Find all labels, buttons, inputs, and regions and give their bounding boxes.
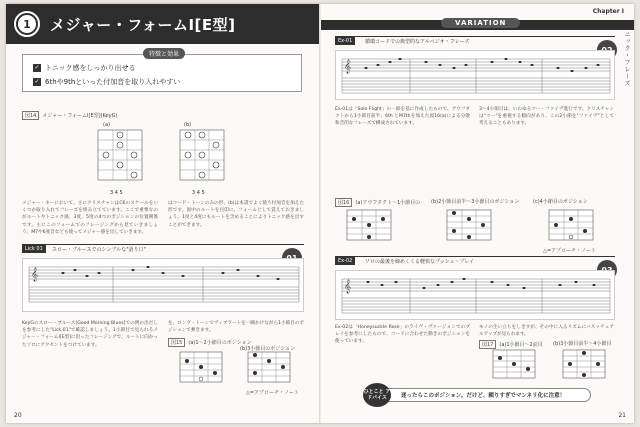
approach-note-legend: △=アプローチ・ノート (246, 390, 299, 396)
figure-tag: 図17 (479, 340, 496, 349)
chord-diagram-16b (445, 208, 495, 244)
figure-15-label (168, 338, 251, 347)
page-number: 20 (14, 412, 22, 419)
lick-tag: Lick 01 (22, 245, 46, 253)
left-page (6, 4, 319, 423)
body-text-col2: はコード・トーンのみの形、(b)は本書でよく使う付加音を加えた形です。図中のルートを目印に、フォームとして覚えておきましょう。1度と4度にもルートを含めることによりトニック感を出すことができます。 (168, 201, 304, 228)
figure-16-label (335, 198, 420, 207)
features-box (22, 51, 302, 92)
variation-bar (321, 20, 634, 30)
feature-text: 6thや9thといった付加音を取り入れやすい (45, 78, 181, 86)
figure-16-c: (c)4小節目のポジション (533, 199, 588, 205)
cd-track-number: 01 (286, 253, 298, 263)
ex01-body-text-col2: 3〜4小節目は、いわゆるツー・ファイヴ進行です。クリスチャンは"ツー"を重視する傾向があり、この2小節を"ファイヴ"として考えることもあります。 (479, 107, 614, 127)
cd-track-number: 02 (601, 45, 613, 55)
book-spread (6, 4, 634, 423)
ex01-body-text-col1: Ex-01は「Solo Flight」の一節を基に作成したもので、アウフタクトから1小節目前半、6th とM7thを加えた図16(a)による分散和音的なフレーズで構成されています。 (335, 107, 470, 127)
figure-16-a: (a)アウフタクト〜1小節目の (355, 200, 421, 206)
diagram-b-label: (b) (184, 122, 192, 128)
figure-16-b: (b)2小節目前半〜3小節目のポジション (431, 199, 520, 205)
chord-diagram-17b (561, 348, 609, 382)
figure-14-label (22, 111, 117, 120)
figure-tag: 図14 (22, 111, 39, 120)
right-page (321, 4, 634, 423)
chord-diagram-16a (345, 208, 395, 244)
example-title: ソロの最後を締めくくる軽快なプッシュ・プレイ (365, 259, 475, 265)
example-title: 循環コードでの典型的なアルペジオ・フレーズ (365, 39, 470, 45)
chapter-header (6, 4, 319, 44)
svg-text:𝄞: 𝄞 (344, 279, 352, 293)
chord-diagram-15b (246, 350, 294, 386)
svg-text:𝄞: 𝄞 (344, 59, 352, 73)
feature-item (33, 77, 180, 87)
chapter-number: 1 (18, 15, 36, 33)
lick-01-header (22, 244, 304, 254)
body-text-bottom2: を、ロング・トーンでヴィブラートを一瞬かけながら1小節目のポジションで弾きます。 (168, 321, 304, 334)
feature-text: トニック感をしっかり出せる (45, 64, 136, 72)
figure-15-b: (b)3小節目のポジション (240, 346, 296, 352)
figure-17-b: (b)3小節目前半〜4小節目 (553, 341, 612, 347)
svg-text:𝄞: 𝄞 (31, 267, 39, 281)
side-label: トニック・フレーズ (623, 24, 630, 87)
score-lick-01 (22, 258, 304, 312)
chord-diagram-a (94, 128, 146, 188)
diagram-a-frets: 3 4 5 (110, 190, 123, 196)
ex-01-header (335, 36, 615, 46)
figure-title: メジャー・フォームⅠ[E型](KeyG) (42, 113, 118, 119)
chord-diagram-b (176, 128, 228, 188)
advice-badge: ひとこと アドバイス (363, 383, 391, 407)
feature-item (33, 63, 135, 73)
cd-track-number: 03 (601, 265, 613, 275)
page-title: メジャー・フォームⅠ[E型] (50, 16, 236, 34)
check-icon: ✓ (34, 64, 40, 71)
diagram-b-frets: 3 4 5 (192, 190, 205, 196)
variation-title: VARIATION (441, 18, 520, 28)
ex02-body-text-col1: Ex-02は「Honeysuckle Rose」のライヴ・ヴァージョンでのプレイを参考にしたもので、コードに合わせた動きのポジションを使っています。 (335, 325, 470, 345)
page-number: 21 (618, 412, 626, 419)
body-text-bottom1: KeyGのスロー・ブルース[Good Morning Blues]での例の出だしを参考にした"Lick 01"で確認しましょう。1小節目で見られるメジャー・フォームⅠ[E型]に沿ったフレージングで、ルートに向かったソロにアクセントをつけています。 (22, 321, 158, 348)
chord-diagram-15a (178, 350, 226, 386)
diagram-a-label: (a) (103, 122, 110, 128)
score-ex-01 (335, 50, 615, 100)
figure-tag: 図16 (335, 198, 352, 207)
score-ex-02 (335, 270, 615, 320)
advice-text: 迷ったらこのポジション。だけど、頼りすぎでマンネリ化に注意！ (401, 393, 566, 399)
chord-diagram-17a (491, 348, 539, 382)
example-tag: Ex-02 (335, 257, 355, 265)
chapter-number-badge (14, 11, 40, 37)
chord-diagram-16c (547, 208, 597, 244)
check-icon: ✓ (34, 78, 40, 85)
chapter-label: Chapter I (592, 8, 624, 15)
lick-title: スロー・ブルースでのシンプルな"語り口" (52, 247, 146, 253)
example-tag: Ex-01 (335, 37, 355, 45)
ex02-body-text-col2: モノの生い立ちをしきすが、その中に入るリズムにバスッチュアルアップが見られます。 (479, 325, 614, 338)
figure-15-a: (a)1〜2小節目のポジション (188, 340, 252, 346)
figure-tag: 図15 (168, 338, 185, 347)
figure-17-a: (a)1小節目〜2前目 (499, 342, 543, 348)
ex-02-header (335, 256, 615, 266)
features-tag: 特徴と効果 (143, 48, 185, 59)
approach-note-legend: △=アプローチ・ノート (543, 248, 596, 254)
advice-callout (363, 388, 591, 402)
body-text-col1: メジャー・キーにおいて、主にクリスチャンはC6のスケールをいくつか取り入れてフレーズを組み立てています。ここで重要なのがルートやトニック感、3度、5度の4つのポジションの位置関係です。主にこのフォームでのフレージングから見ていきましょう。M7や6度音なども使ってメジャー感を出していきます。 (22, 201, 158, 235)
